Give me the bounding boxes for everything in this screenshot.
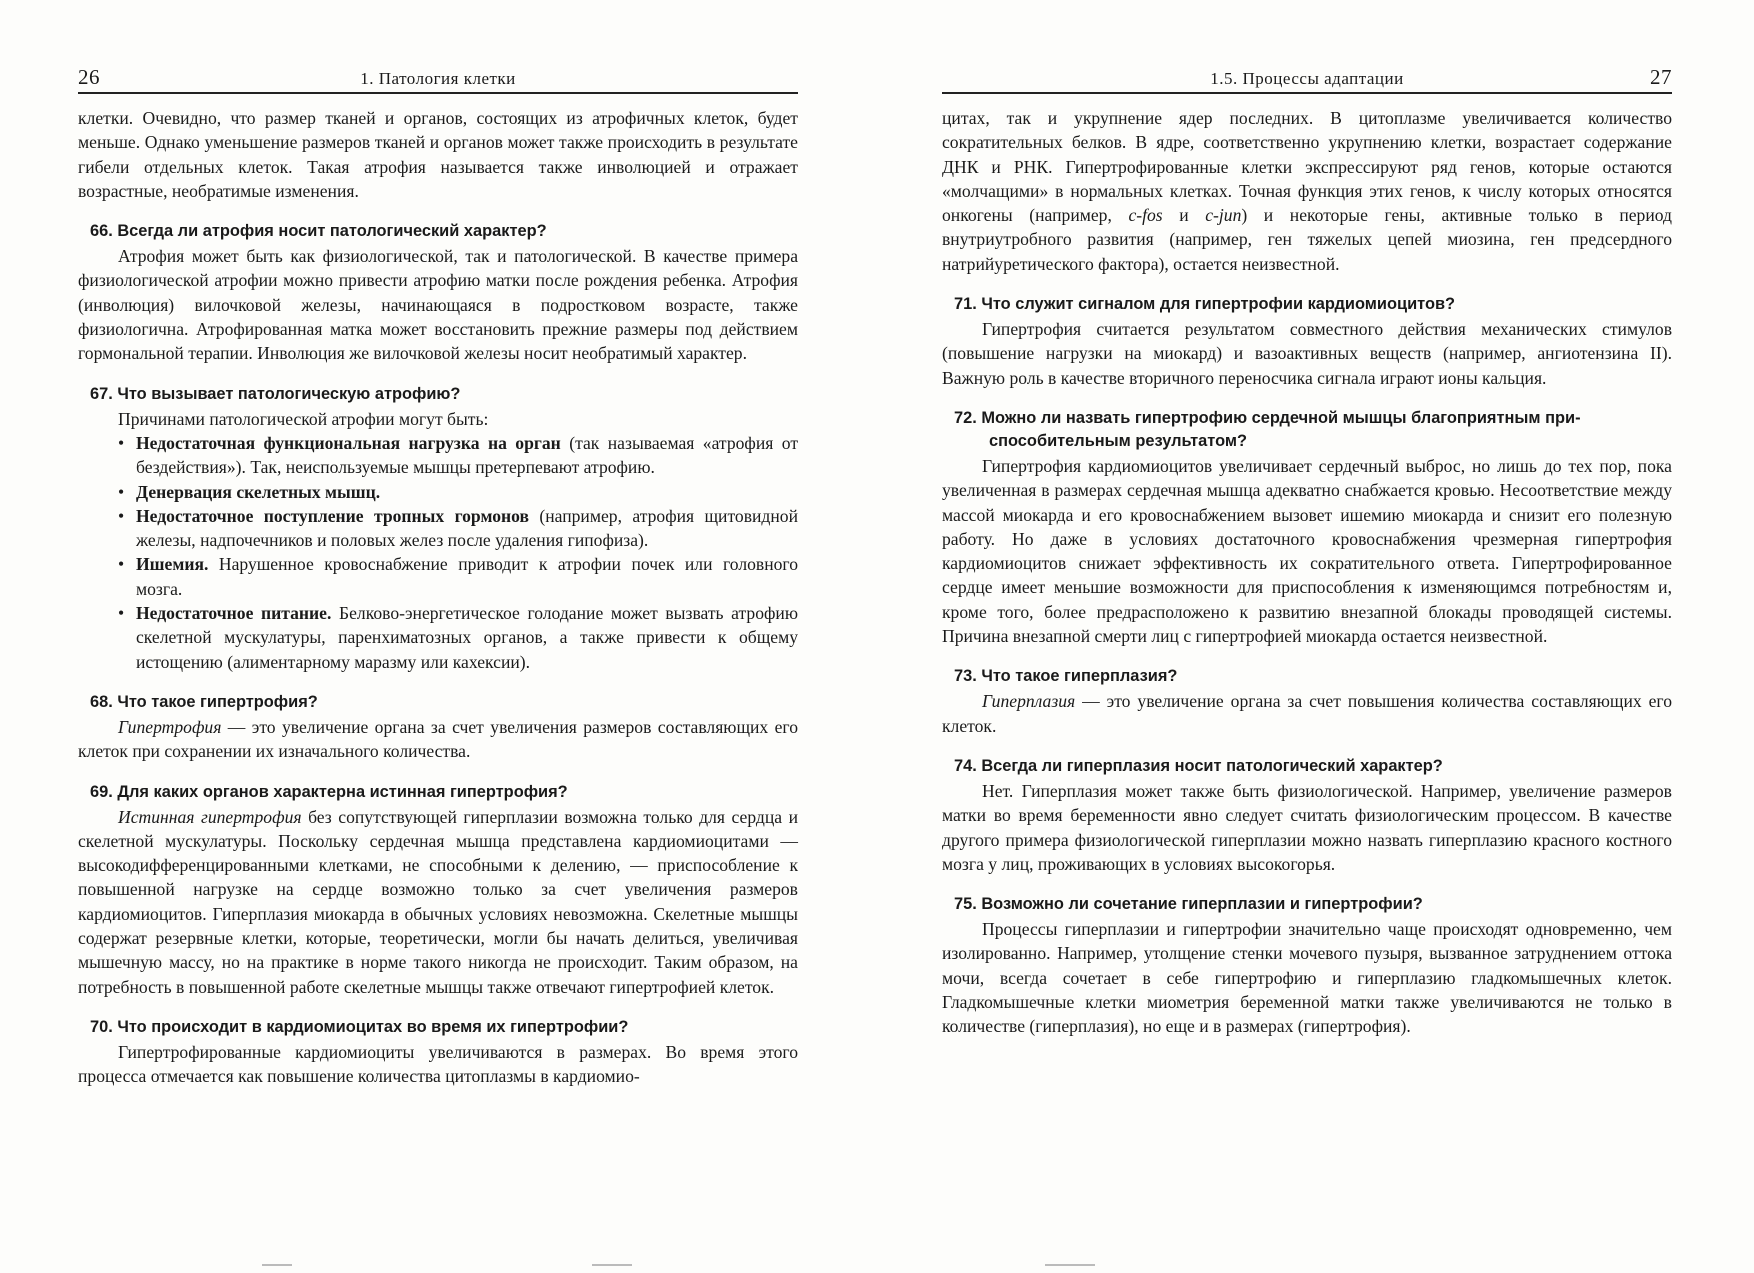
running-title-right: 1.5. Процессы адаптации [1210,69,1404,88]
answer-69: Истинная гипертрофия без сопутствующей гиперплазии возможна только для сердца и скелетной мускулатуры. Поскольку сердечная мышца представлена кардиомиоцитами — высокодифференцированными клетками, не способными к делению, — приспособление к повышенной нагрузке на сердце возможно только за счет увеличения размеров кардиомиоцитов. Гиперплазия миокарда в обычных условиях невозможна. Скелетные мышцы содержат резервные клетки, которые, теоретически, могли бы начать делиться, увеличивая мышечную массу, но на практике в норме такого никогда не происходит. Таким образом, на потребность в повышенной работе скелетные мышцы также отвечают гипертрофией клеток. [78,806,798,997]
answer-72: Гипертрофия кардиомиоцитов увеличивает сердечный выброс, но лишь до тех пор, пока увеличенная в размерах сердечная мышца адекватно снабжается кровью. Несоответствие между массой миокарда и его кровоснабжением вызовет ишемию миокарда и снизит его полезную работу. Но даже в условиях достаточного кровоснабжения чрезмерная гипертрофия кардиомиоцитов снижает эффективность их сократительного ответа. Гипертрофированное сердце имеет меньшие возможности для приспособления к изменяющимся потребностям и, кроме того, более предрасположено к развитию внезапной блокады проводящей системы. Причина внезапной смерти лиц с гипертрофией миокарда остается неизвестной. [942,455,1672,647]
scan-artifact-mark [1045,1264,1095,1266]
term-true-hypertrophy: Истинная гипертрофия [118,806,302,827]
page-number-right: 27 [1650,65,1672,89]
answer-73: Гиперплазия — это увеличение органа за счет повышения количества составляющих его клеток. [942,691,1672,736]
causes-list [78,431,798,674]
question-68: 68. Что такое гипертрофия? [90,692,318,711]
gene-cfos: c-fos [1128,205,1163,226]
question-73: 73. Что такое гиперплазия? [954,667,1178,686]
term-hyperplasia: Гиперплазия [982,691,1076,712]
list-item: • Недостаточная функциональная нагрузка на орган (так называемая «атрофия от бездействия»). Так, неиспользуемые мышцы претерпевают атрофию. [118,431,798,480]
answer-74: Нет. Гиперплазия может также быть физиологической. Например, увеличение размеров матки во время беременности явно следует считать физиологическим процессом. В качестве другого примера физиологической гиперплазии можно назвать гиперплазию красного костного мозга у лиц, проживающих в условиях высокогорья. [942,780,1672,874]
left-intro: клетки. Очевидно, что размер тканей и органов, состоящих из атрофичных клеток, будет меньше. Однако уменьшение размеров тканей и органов может также происходить в результате гибели отдельных клеток. Такая атрофия называется также инволюцией и отражает возрастные, необратимые изменения. [78,108,798,201]
running-head-right [942,60,1672,94]
scan-artifact-mark [262,1264,292,1266]
question-75: 75. Возможно ли сочетание гиперплазии и гипертрофии? [954,895,1423,914]
question-66: 66. Всегда ли атрофия носит патологический характер? [90,222,547,241]
scan-artifact-mark [592,1264,632,1266]
question-67: 67. Что вызывает патологическую атрофию? [90,384,461,403]
running-head-left [78,60,798,94]
term-hypertrophy: Гипертрофия [118,716,222,737]
list-item: • Денервация скелетных мышц. [118,480,798,504]
gene-cjun: c-jun [1205,205,1242,226]
question-72: 72. Можно ли назвать гипертрофию сердечной мышцы благоприятным при- способительным результатом? [954,408,1581,450]
right-page [942,60,1672,1039]
left-content [78,106,798,1089]
question-71: 71. Что служит сигналом для гипертрофии кардиомиоцитов? [954,295,1456,314]
list-item: • Ишемия. Нарушенное кровоснабжение приводит к атрофии почек или головного мозга. [118,552,798,601]
list-item: • Недостаточное питание. Белково-энергетическое голодание может вызвать атрофию скелетной мускулатуры, паренхиматозных органов, а также привести к общему истощению (алиментарному маразму или кахексии). [118,601,798,674]
answer-71: Гипертрофия считается результатом совместного действия механических стимулов (повышение нагрузки на миокард) и вазоактивных веществ (например, ангиотензина II). Важную роль в качестве вторичного переносчика сигнала играют ионы кальция. [942,319,1672,388]
answer-70: Гипертрофированные кардиомиоциты увеличиваются в размерах. Во время этого процесса отмечается как повышение количества цитоплазмы в кардиомио- [78,1041,798,1087]
right-intro: цитах, так и укрупнение ядер последних. В цитоплазме увеличивается количество сократительных белков. В ядре, соответственно укрупнению клетки, возрастает содержание ДНК и РНК. Гипертрофированные клетки экспрессируют ряд генов, которые остаются «молчащими» в нормальных клетках. Точная функция этих генов, к числу которых относятся онкогены (например, c-fos и c-jun) и некоторые гены, активные только в период внутриутробного развития (например, ген тяжелых цепей миозина, ген предсердного натрийуретического фактора), остается неизвестной. [942,108,1673,274]
right-content [942,106,1672,1039]
answer-67-lead: Причинами патологической атрофии могут быть: [118,408,489,429]
list-item: • Недостаточное поступление тропных гормонов (например, атрофия щитовидной железы, надпочечников и половых желез после удаления гипофиза). [118,504,798,553]
answer-66: Атрофия может быть как физиологической, так и патологической. В качестве примера физиологической атрофии можно привести атрофию матки после рождения ребенка. Атрофия (инволюция) вилочковой железы, начинающаяся в подростковом возрасте, также физиологична. Атрофированная матка может восстановить прежние размеры под действием гормональной терапии. Инволюция же вилочковой железы носит необратимый характер. [78,246,798,364]
question-74: 74. Всегда ли гиперплазия носит патологический характер? [954,756,1443,775]
running-title-left: 1. Патология клетки [360,69,516,88]
answer-75: Процессы гиперплазии и гипертрофии значительно чаще происходят одновременно, чем изолированно. Например, утолщение стенки мочевого пузыря, вызванное затруднением оттока мочи, всегда сочетает в себе гипертрофию и гиперплазию гладкомышечных клеток. Гладкомышечные клетки миометрия беременной матки также увеличиваются не только в количестве (гиперплазия), но еще и в размерах (гипертрофия). [942,919,1672,1037]
question-70: 70. Что происходит в кардиомиоцитах во время их гипертрофии? [90,1017,629,1036]
page-number-left: 26 [78,65,100,89]
left-page [78,60,798,1089]
question-69: 69. Для каких органов характерна истинная гипертрофия? [90,782,568,801]
answer-68: Гипертрофия — это увеличение органа за счет увеличения размеров составляющих его клеток при сохранении их изначального количества. [78,716,798,762]
